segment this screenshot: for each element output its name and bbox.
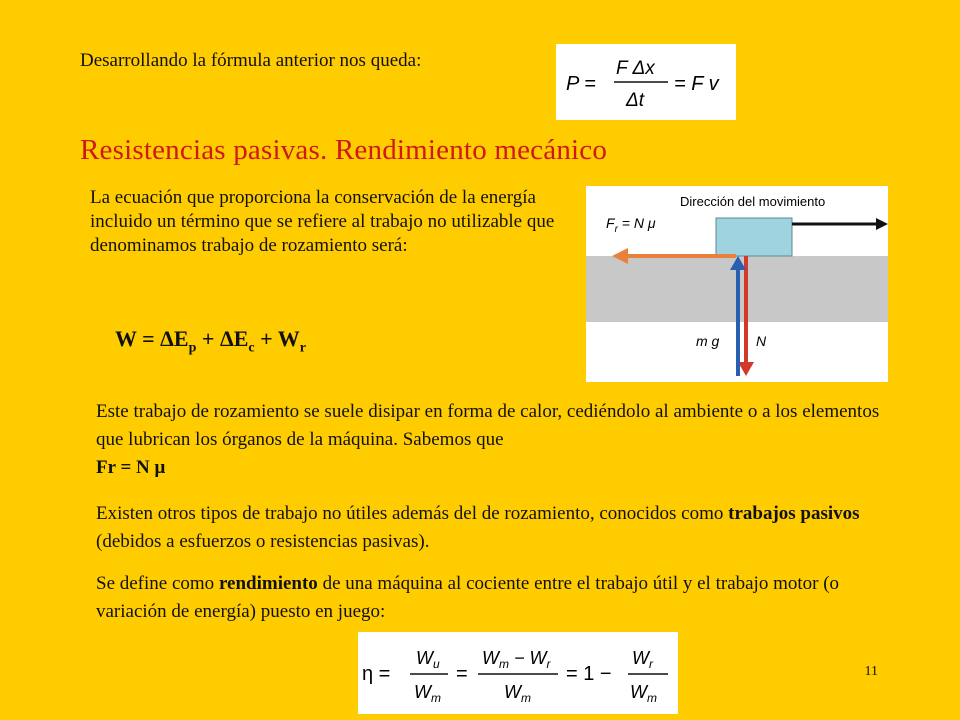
- f2-den: $W_m$: [504, 682, 531, 705]
- power-formula-svg: [556, 44, 736, 120]
- eq-lhs: W = ΔE: [115, 326, 189, 351]
- eq1: =: [456, 663, 468, 685]
- f2-num: $W_m - W_r$: [482, 648, 551, 671]
- efficiency-text-after: de una máquina al cociente entre el trabajo útil y el trabajo motor (o variación de energía) puesto en juego:: [96, 573, 840, 622]
- efficiency-paragraph: [96, 570, 896, 626]
- passive-paragraph: [96, 500, 896, 556]
- eq-sub-p: p: [188, 340, 197, 356]
- power-P: P =: [566, 73, 596, 95]
- eq-sub-c: c: [248, 340, 255, 356]
- power-formula-image: [556, 44, 736, 120]
- efficiency-text-before: Se define como: [96, 573, 219, 594]
- efficiency-bold-term: rendimiento: [218, 573, 318, 594]
- power-denominator: Δt: [626, 90, 645, 111]
- eta-symbol: η =: [362, 663, 391, 685]
- f3-den: $W_m$: [630, 682, 657, 705]
- efficiency-formula-svg: [358, 632, 678, 714]
- direction-label: Dirección del movimiento: [680, 194, 826, 209]
- eq-plus: + W: [254, 326, 300, 351]
- f3-num: $W_r$: [632, 648, 653, 671]
- f1-den: $W_m$: [414, 682, 441, 705]
- friction-diagram-svg: [586, 186, 888, 382]
- weight-label: m g: [696, 333, 720, 349]
- power-numerator: F Δx: [616, 58, 655, 79]
- eq-mid: + ΔE: [196, 326, 249, 351]
- intro-text: Desarrollando la fórmula anterior nos queda:: [80, 50, 422, 71]
- eq2: = 1 −: [566, 663, 612, 685]
- passive-text-before: Existen otros tipos de trabajo no útiles además del de rozamiento, conocidos como: [96, 503, 729, 524]
- energy-paragraph: La ecuación que proporciona la conservación de la energía incluido un término que se refiere al trabajo no utilizable que denominamos trabajo de rozamiento será:: [90, 187, 555, 256]
- block: [716, 218, 792, 256]
- section-title: Resistencias pasivas. Rendimiento mecánico: [80, 134, 608, 166]
- friction-label: $F_r = N$ μ: [606, 215, 656, 235]
- efficiency-formula-image: [358, 632, 678, 714]
- normal-label: N: [756, 333, 767, 349]
- eq-sub-r: r: [299, 340, 306, 356]
- passive-bold-term: trabajos pasivos: [728, 503, 860, 524]
- power-rhs: = F v: [674, 73, 719, 95]
- slide-number: 11: [864, 664, 878, 679]
- heat-text: Este trabajo de rozamiento se suele disipar en forma de calor, cediéndolo al ambiente o a los elementos que lubrican los órganos de la máquina. Sabemos que: [96, 401, 880, 450]
- friction-formula: Fr = N μ: [96, 457, 166, 478]
- passive-text-after: (debidos a esfuerzos o resistencias pasivas).: [96, 531, 430, 552]
- work-equation: [115, 326, 306, 356]
- heat-paragraph: [96, 398, 896, 482]
- f1-num: $W_u$: [416, 648, 440, 671]
- friction-diagram: [586, 186, 888, 382]
